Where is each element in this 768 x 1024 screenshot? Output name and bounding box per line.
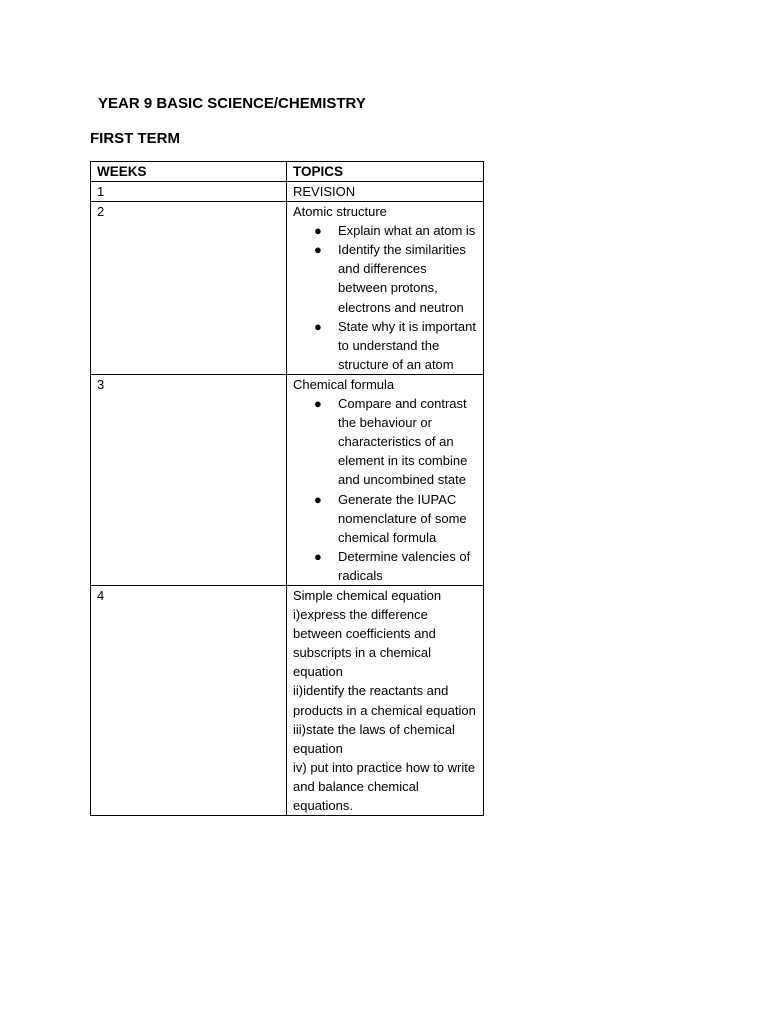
objective-line: ii)identify the reactants and products in a chemical equation	[293, 683, 476, 718]
topic-cell	[287, 585, 484, 815]
bullet-dot-icon: ●	[314, 242, 322, 258]
week-cell: 3	[91, 374, 287, 585]
objective-list	[293, 394, 479, 585]
topic-cell	[287, 202, 484, 375]
term-heading: FIRST TERM	[90, 130, 180, 147]
table-row	[91, 202, 484, 375]
bullet-dot-icon: ●	[314, 396, 322, 412]
week-cell: 4	[91, 585, 287, 815]
week-cell: 1	[91, 182, 287, 202]
objective-line: iv) put into practice how to write and balance chemical equations.	[293, 759, 476, 813]
table-row	[91, 374, 484, 585]
bullet-dot-icon: ●	[314, 318, 322, 334]
topic-title: Atomic structure	[293, 204, 387, 220]
table-row	[91, 585, 484, 815]
topics-column-header: TOPICS	[287, 162, 484, 182]
list-item	[314, 547, 479, 585]
topic-title: Simple chemical equation	[293, 587, 442, 603]
weeks-column-header: WEEKS	[91, 162, 287, 182]
objective-text: State why it is important to understand the structure of an atom	[338, 318, 476, 372]
objective-line: i)express the difference between coefficients and subscripts in a chemical equation	[293, 607, 436, 680]
objective-line: iii)state the laws of chemical equation	[293, 721, 455, 756]
list-item	[314, 394, 479, 489]
objective-text: Determine valencies of radicals	[338, 548, 471, 583]
document-title: YEAR 9 BASIC SCIENCE/CHEMISTRY	[98, 95, 366, 112]
table-header-row	[91, 162, 484, 182]
list-item	[314, 317, 479, 374]
objective-list	[293, 221, 479, 374]
objective-text: Generate the IUPAC nomenclature of some chemical formula	[338, 491, 467, 545]
objective-text: Explain what an atom is	[338, 223, 476, 239]
topic-cell	[287, 374, 484, 585]
objective-text: Compare and contrast the behaviour or characteristics of an element in its combine and uncombined state	[338, 396, 468, 488]
topic-title: Chemical formula	[293, 376, 395, 392]
bullet-dot-icon: ●	[314, 223, 322, 239]
topic-title: REVISION	[293, 184, 356, 199]
syllabus-table	[90, 161, 484, 816]
objective-text: Identify the similarities and differences between protons, electrons and neutron	[338, 242, 466, 315]
list-item	[314, 240, 479, 316]
week-cell: 2	[91, 202, 287, 375]
table-row	[91, 182, 484, 202]
list-item	[314, 221, 479, 240]
bullet-dot-icon: ●	[314, 548, 322, 564]
list-item	[314, 490, 479, 547]
bullet-dot-icon: ●	[314, 491, 322, 507]
topic-cell	[287, 182, 484, 202]
